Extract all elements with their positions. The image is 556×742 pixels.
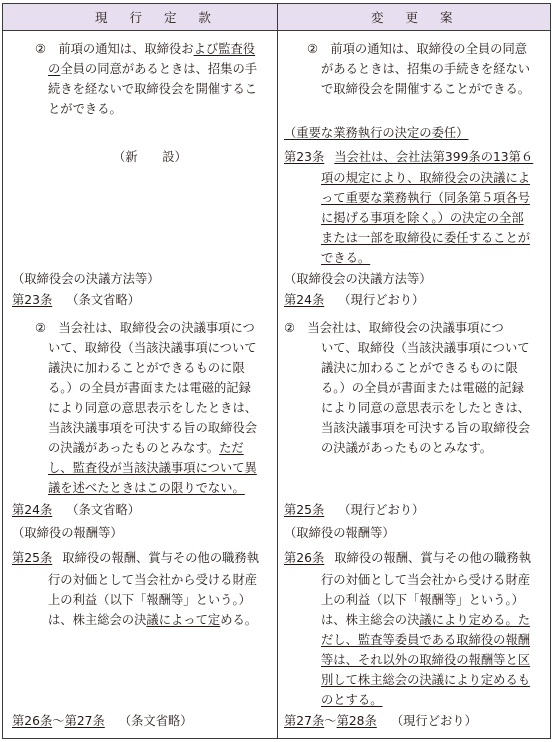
current-art23-para2-line: 議を述べたときはこの限りでない。 [48, 481, 245, 495]
proposed-art24-para2-line: の決議があったものとみなす。 [321, 441, 493, 455]
current-art25-line: は、株主総会の決議によって定める。 [48, 613, 258, 627]
current-art25-line: 第25条 取締役の報酬、賞与その他の職務執 [12, 551, 260, 565]
current-art23-para2-line: ② 当会社は、取締役会の決議事項につ [35, 321, 255, 335]
proposed-art22-para2-line: があるときは、招集の手続きを経ない [321, 62, 531, 76]
proposed-art22-para2-line: ② 前項の通知は、取締役の全員の同意 [307, 42, 528, 56]
proposed-new-art23-line: または一部を取締役に委任することが [321, 231, 531, 245]
proposed-art26-line: 別して株主総会の決議により定めるも [321, 673, 531, 687]
current-art23-para2-line: 当該決議事項を可決する旨の取締役会 [48, 421, 258, 435]
current-art22-para2-line: ② 前項の通知は、取締役および監査役 [35, 42, 256, 56]
proposed-art26-line: のとする。 [321, 693, 383, 707]
proposed-new-art23-line: って重要な業務執行（同条第５項各号 [321, 191, 531, 205]
proposed-art24-para2-line: いて、取締役（当該決議事項について [321, 341, 530, 355]
proposed-art27-28-heading: 第27条～第28条 （現行どおり） [284, 714, 477, 728]
proposed-new-art23-line: に掲げる事項を除く。）の決定の全部 [321, 211, 524, 225]
current-art23-para2-line: の決議があったものとみなす。ただ [48, 441, 244, 455]
column-divider [277, 4, 278, 738]
current-art23-heading: 第23条 （条文省略） [12, 293, 141, 307]
current-art23-para2-line: る。）の全員が書面または電磁的記録 [48, 381, 251, 395]
current-articles-header: 現 行 定 款 [95, 10, 220, 25]
proposed-new-art23-line: 項の規定により、取締役会の決議によ [321, 171, 531, 185]
proposed-art26-line: 行の対価として当会社から受ける財産 [321, 573, 531, 587]
proposed-art24-para2-line: 議決に加わることができるものに限 [321, 361, 518, 375]
current-art23-para2-line: し、監査役が当該決議事項について異 [48, 461, 257, 475]
current-art22-para2-line: とができる。 [48, 102, 122, 116]
proposed-art24-para2-line: 当該決議事項を可決する旨の取締役会 [321, 421, 531, 435]
proposed-art26-line: 第26条 取締役の報酬、賞与その他の職務執 [284, 551, 532, 565]
current-art23-caption: （取締役会の決議方法等） [12, 272, 160, 286]
proposed-art26-line: だし、監査等委員である取締役の報酬 [321, 633, 531, 647]
current-art22-para2-line: 続きを経ないで取締役会を開催するこ [48, 82, 258, 96]
current-art23-para2-line: により同意の意思表示をしたときは、 [48, 401, 258, 415]
current-art25-line: 上の利益（以下「報酬等」という。） [48, 593, 251, 607]
proposed-art26-caption: （取締役の報酬等） [284, 526, 395, 540]
proposed-amendments-header: 変 更 案 [371, 10, 462, 25]
current-art26-27-heading: 第26条～第27条 （条文省略） [12, 714, 193, 728]
proposed-art24-heading: 第24条 （現行どおり） [284, 293, 425, 307]
proposed-art24-para2-line: ② 当会社は、取締役会の決議事項につ [284, 321, 504, 335]
current-art23-para2-line: いて、取締役（当該決議事項について [48, 341, 257, 355]
current-art25-caption: （取締役の報酬等） [12, 526, 123, 540]
proposed-new-art23-caption: （重要な業務執行の決定の委任） [284, 126, 469, 140]
current-art22-para2-line: の全員の同意があるときは、招集の手 [48, 62, 258, 76]
proposed-art22-para2-line: で取締役会を開催することができる。 [321, 82, 531, 96]
proposed-new-art23-line: できる。 [321, 251, 371, 265]
proposed-art24-para2-line: により同意の意思表示をしたときは、 [321, 401, 531, 415]
proposed-art24-caption: （取締役会の決議方法等） [284, 272, 432, 286]
current-art23-para2-line: 議決に加わることができるものに限 [48, 361, 245, 375]
proposed-art25-heading: 第25条 （現行どおり） [284, 503, 425, 517]
current-art25-line: 行の対価として当会社から受ける財産 [48, 573, 258, 587]
proposed-art24-para2-line: る。）の全員が書面または電磁的記録 [321, 381, 524, 395]
proposed-new-art23-line: 第23条 当会社は、会社法第399条の13第６ [284, 150, 534, 164]
proposed-art26-line: 上の利益（以下「報酬等」という。） [321, 593, 524, 607]
proposed-art26-line: は、株主総会の決議により定める。た [321, 613, 531, 627]
current-new-article-marker: （新 設） [113, 150, 187, 164]
proposed-art26-line: 等は、それ以外の取締役の報酬等と区 [321, 653, 531, 667]
current-art24-heading: 第24条 （条文省略） [12, 503, 141, 517]
